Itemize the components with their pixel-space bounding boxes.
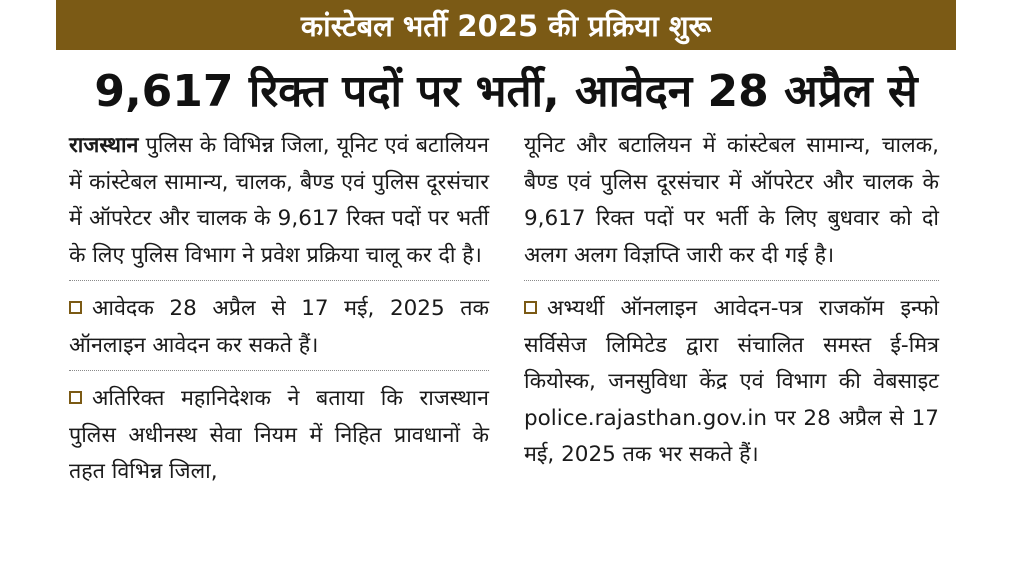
dotted-separator — [69, 370, 489, 371]
lead-word: राजस्थान — [69, 133, 139, 158]
square-bullet-icon — [69, 391, 82, 404]
square-bullet-icon — [524, 301, 537, 314]
headline: 9,617 रिक्त पदों पर भर्ती, आवेदन 28 अप्रैल से — [94, 66, 918, 117]
dotted-separator — [69, 280, 489, 281]
right-paragraph-1-text: यूनिट और बटालियन में कांस्टेबल सामान्य, चालक, बैण्ड एवं पुलिस दूरसंचार में ऑपरेटर और चालक के 9,617 रिक्त पदों पर भर्ती के लिए बुधवार को दो अलग अलग विज्ञप्ति जारी कर दी गई है। — [524, 133, 939, 268]
left-paragraph-2 — [69, 291, 489, 364]
left-paragraph-1-text: पुलिस के विभिन्न जिला, यूनिट एवं बटालियन में कांस्टेबल सामान्य, चालक, बैण्ड एवं पुलिस दूरसंचार में ऑपरेटर और चालक के 9,617 रिक्त पदों पर भर्ती के लिए पुलिस विभाग ने प्रवेश प्रक्रिया चालू कर दी है। — [69, 133, 489, 268]
right-paragraph-2 — [524, 291, 939, 474]
left-paragraph-3-text: अतिरिक्त महानिदेशक ने बताया कि राजस्थान पुलिस अधीनस्थ सेवा नियम में निहित प्रावधानों के तहत विभिन्न जिला, — [69, 386, 489, 484]
news-clipping — [56, 0, 956, 576]
left-paragraph-1 — [69, 128, 489, 274]
right-paragraph-1 — [524, 128, 939, 274]
kicker-banner — [56, 0, 956, 50]
left-column — [69, 128, 489, 491]
left-paragraph-2-text: आवेदक 28 अप्रैल से 17 मई, 2025 तक ऑनलाइन आवेदन कर सकते हैं। — [69, 296, 489, 358]
left-paragraph-3 — [69, 381, 489, 491]
right-column — [524, 128, 939, 474]
dotted-separator — [524, 280, 939, 281]
right-paragraph-2-text: अभ्यर्थी ऑनलाइन आवेदन-पत्र राजकॉम इन्फो सर्विसेज लिमिटेड द्वारा संचालित समस्त ई-मित्र कियोस्क, जनसुविधा केंद्र एवं विभाग की वेबसाइट police.rajasthan.gov.in पर 28 अप्रैल से 17 मई, 2025 तक भर सकते हैं। — [524, 296, 939, 467]
square-bullet-icon — [69, 301, 82, 314]
kicker-text: कांस्टेबल भर्ती 2025 की प्रक्रिया शुरू — [300, 8, 712, 43]
